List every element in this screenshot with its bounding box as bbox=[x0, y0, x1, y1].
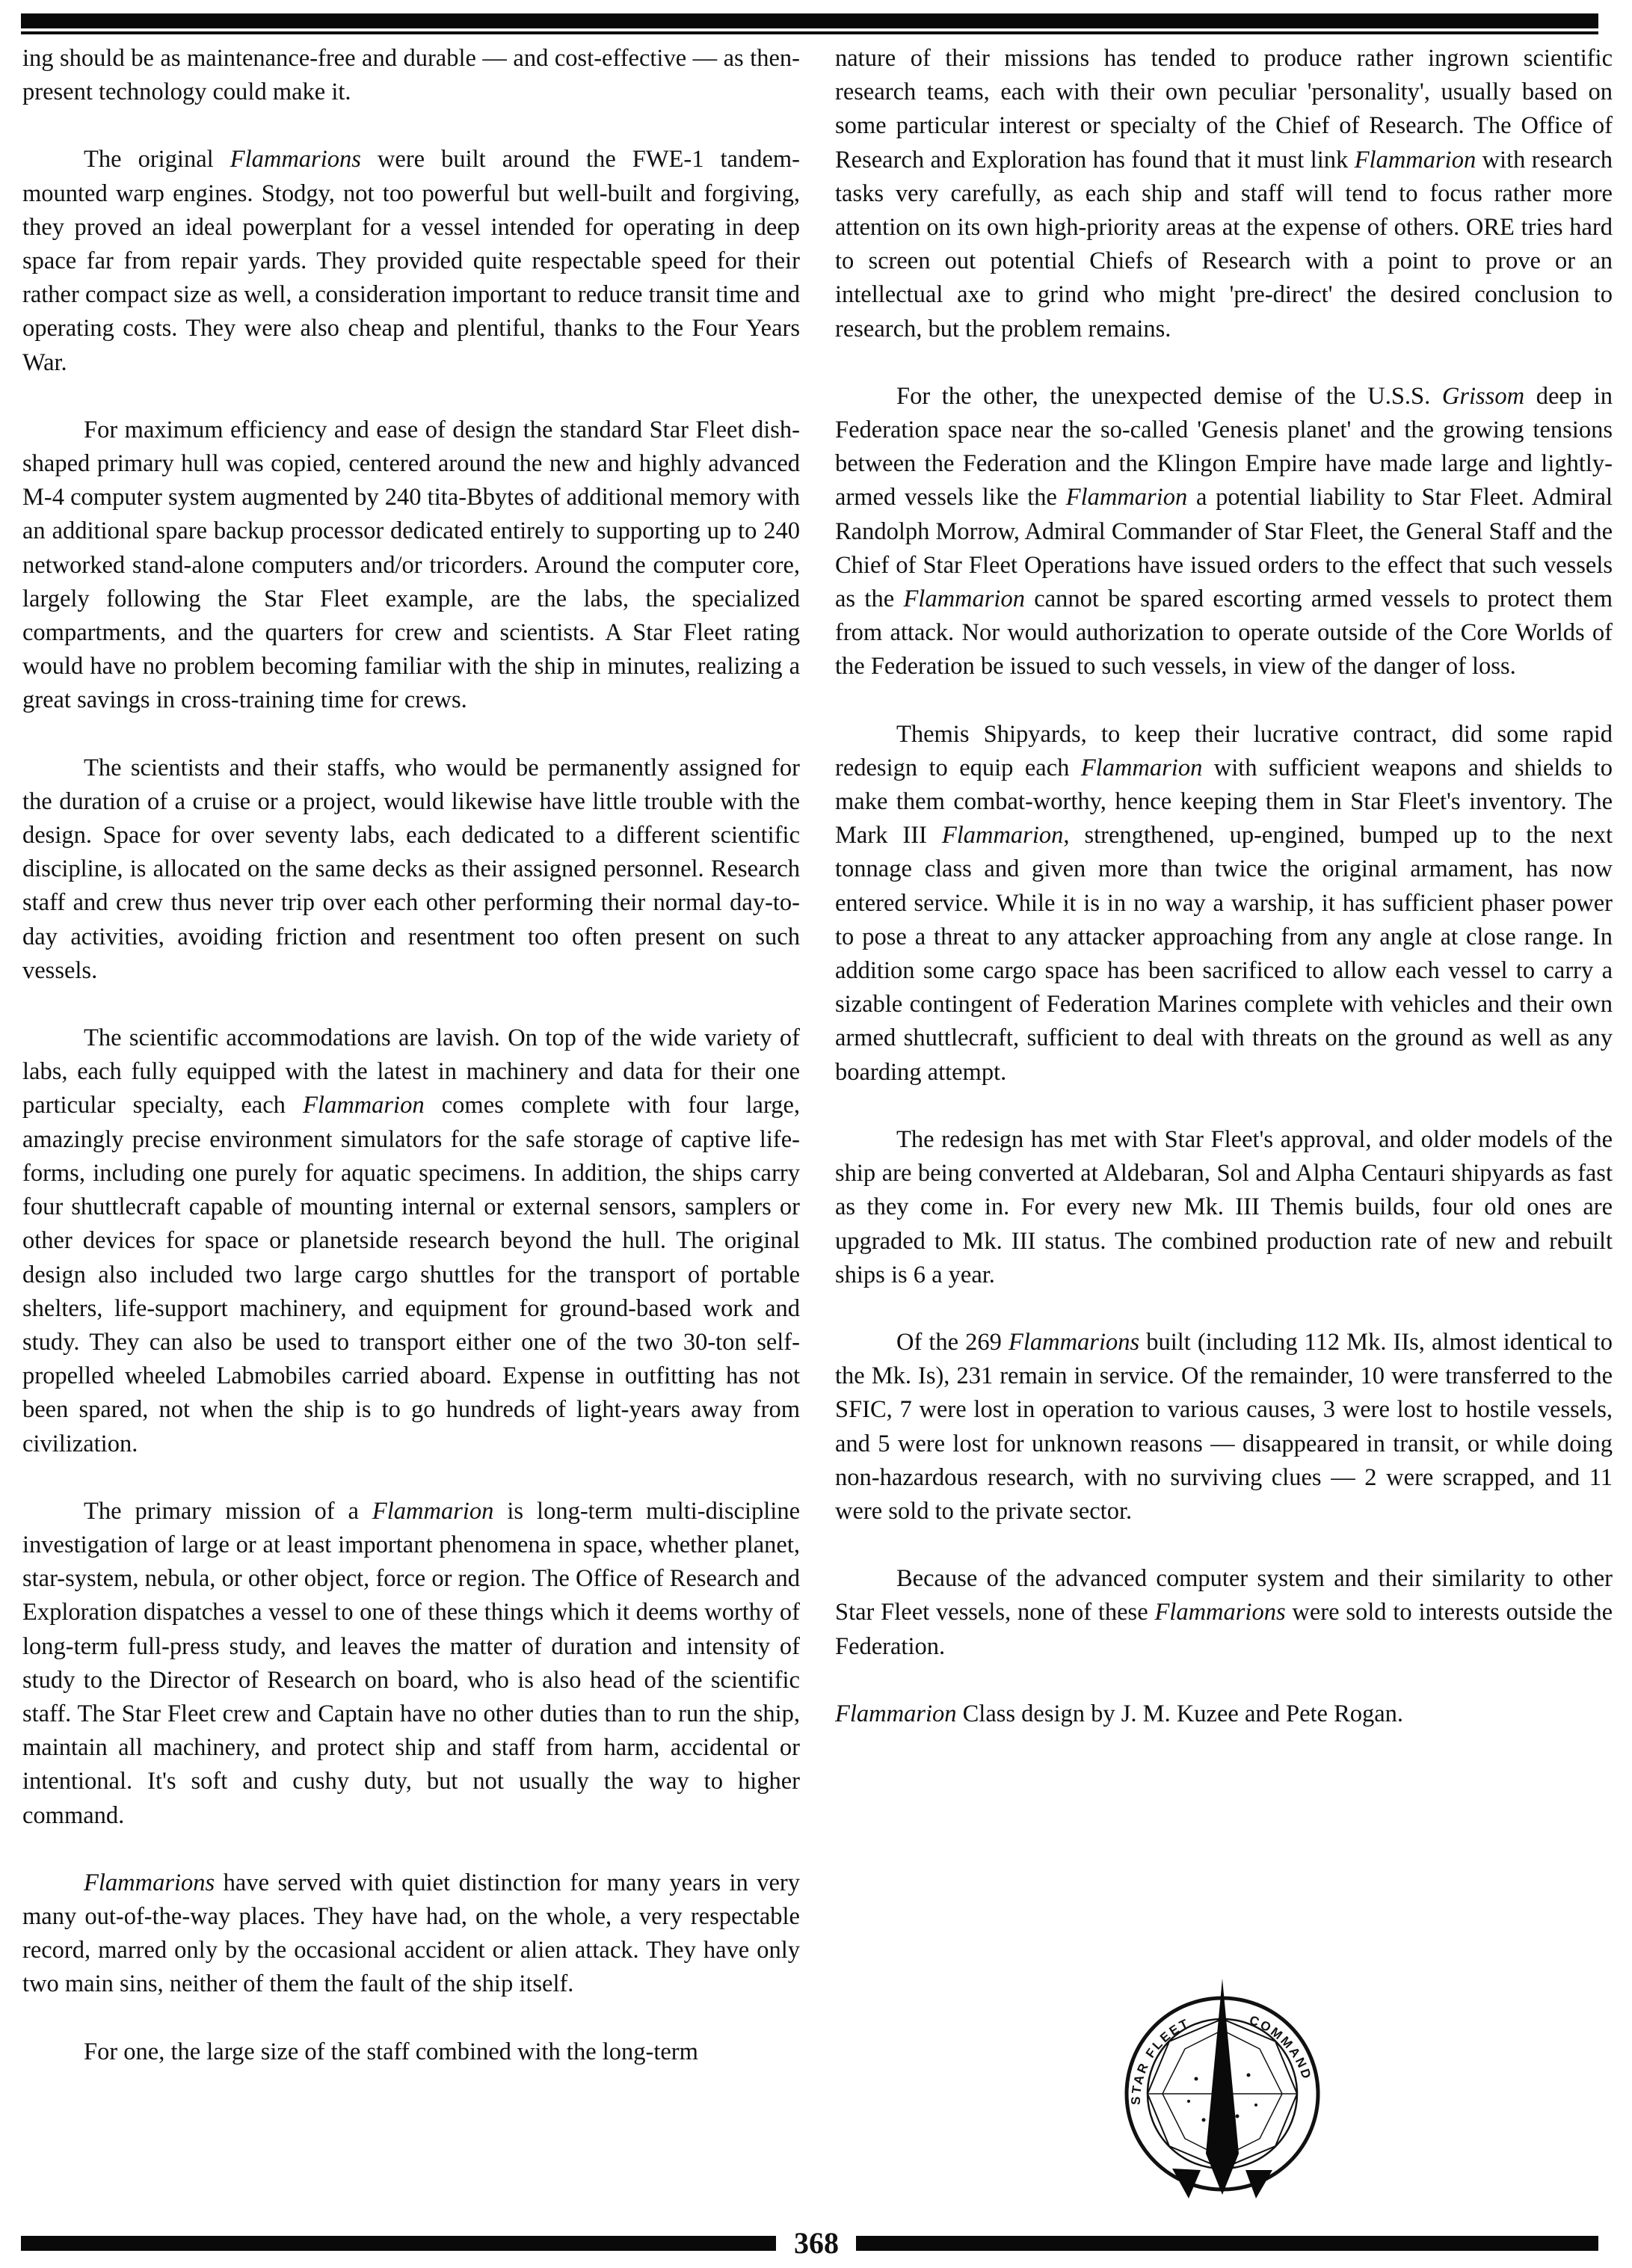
paragraph: The primary mission of a Flammarion is long-term multi-discipline investigation of large or at least important phenomena in space, whether planet, star-system, nebula, or other object, force or region. The Office of Research and Exploration dispatches a vessel to one of these things which it deems worthy of long-term full-press study, and leaves the matter of duration and intensity of study to the Director of Research on board, who is also head of the scientific staff. The Star Fleet crew and Captain have no other duties than to run the ship, maintain all machinery, and protect ship and staff from harm, accidental or intentional. It's soft and cushy duty, but not usually the way to higher command. bbox=[22, 1497, 800, 1829]
paragraph: nature of their missions has tended to produce rather ingrown scientific research teams, each with their own peculiar 'personality', usually based on some particular interest or specialty of the Chief of Research. The Office of Research and Exploration has found that it must link Flammarion with research tasks very carefully, as each ship and staff will tend to focus rather more attention on its own high-priority areas at the expense of others. ORE tries hard to screen out potential Chiefs of Research with a point to prove or an intellectual axe to grind who might 'pre-direct' the desired conclusion to research, but the problem remains. bbox=[835, 45, 1613, 342]
insignia-text-left: STAR FLEET bbox=[1128, 2015, 1192, 2106]
top-rule bbox=[21, 13, 1598, 28]
paragraph: For maximum efficiency and ease of design the standard Star Fleet dish-shaped primary hull was copied, centered around the new and highly advanced M-4 computer system augmented by 240 tita-Bbytes of additional memory with an additional spare backup processor dedicated entirely to supporting up to 240 networked stand-alone computers and/or tricorders. Around the computer core, largely following the Star Fleet example, are the labs, the specialized compartments, and the quarters for crew and scientists. A Star Fleet rating would have no problem becoming familiar with the ship in minutes, realizing a great savings in cross-training time for crews. bbox=[22, 416, 800, 714]
paragraph: The original Flammarions were built around the FWE-1 tandem-mounted warp engines. Stodgy, not too powerful but well-built and forgiving, they proved an ideal powerplant for a vessel intended for operating in deep space far from repair yards. They provided quite respectable speed for their rather compact size as well, a consideration important to reduce transit time and operating costs. They were also cheap and plentiful, thanks to the Four Years War. bbox=[22, 146, 800, 376]
page-number: 368 bbox=[794, 2226, 839, 2260]
paragraph: The scientific accommodations are lavish. On top of the wide variety of labs, each fully equipped with the latest in machinery and data for their one particular specialty, each Flammarion comes complete with four large, amazingly precise environment simulators for the safe storage of captive life-forms, including one purely for aquatic specimens. In addition, the ships carry four shuttlecraft capable of mounting internal or external sensors, samplers or other devices for space or planetside research beyond the hull. The original design also included two large cargo shuttles for the transport of portable shelters, life-support machinery, and equipment for ground-based work and study. They can also be used to transport either one of the two 30-ton self-propelled wheeled Labmobiles carried aboard. Expense in outfitting has not been spared, not when the ship is to go hundreds of light-years away from civilization. bbox=[22, 1024, 800, 1457]
star-fleet-command-insignia-icon bbox=[1106, 1974, 1338, 2221]
paragraph: The redesign has met with Star Fleet's approval, and older models of the ship are being converted at Aldebaran, Sol and Alpha Centauri shipyards as fast as they come in. For every new Mk. III Themis builds, four old ones are upgraded to Mk. III status. The combined production rate of new and rebuilt ships is 6 a year. bbox=[835, 1125, 1613, 1288]
right-column bbox=[835, 42, 1613, 1765]
paragraph: For the other, the unexpected demise of the U.S.S. Grissom deep in Federation space near the so-called 'Genesis planet' and the growing tensions between the Federation and the Klingon Empire have made large and lightly-armed vessels like the Flammarion a potential liability to Star Fleet. Admiral Randolph Morrow, Admiral Commander of Star Fleet, the General Staff and the Chief of Star Fleet Operations have issued orders to the effect that such vessels as the Flammarion cannot be spared escorting armed vessels to protect them from attack. Nor would authorization to operate outside of the Core Worlds of the Federation be issued to such vessels, in view of the danger of loss. bbox=[835, 382, 1613, 680]
paragraph: Themis Shipyards, to keep their lucrative contract, did some rapid redesign to equip each Flammarion with sufficient weapons and shields to make them combat-worthy, hence keeping them in Star Fleet's inventory. The Mark III Flammarion, strengthened, up-engined, bumped up to the next tonnage class and given more than twice the original armament, has now entered service. While it is in no way a warship, it has sufficient phaser power to pose a threat to any attacker approaching from any angle at close range. In addition some cargo space has been sacrificed to allow each vessel to carry a sizable contingent of Federation Marines complete with vehicles and their own armed shuttlecraft, sufficient to deal with threats on the ground as well as any boarding attempt. bbox=[835, 720, 1613, 1086]
paragraph: Flammarions have served with quiet distinction for many years in very many out-of-the-way places. They have had, on the whole, a very respectable record, marred only by the occasional accident or alien attack. They have only two main sins, neither of them the fault of the ship itself. bbox=[22, 1869, 800, 1998]
footer-rule-right bbox=[856, 2236, 1598, 2251]
left-column bbox=[22, 42, 800, 2103]
paragraph: Of the 269 Flammarions built (including 112 Mk. IIs, almost identical to the Mk. Is), 231 remain in service. Of the remainder, 10 were transferred to the SFIC, 7 were lost in operation to various causes, 3 were lost to hostile vessels, and 5 were lost for unknown reasons — disappeared in transit, or while doing non-hazardous research, with no surviving clues — 2 were scrapped, and 11 were sold to the private sector. bbox=[835, 1328, 1613, 1525]
design-credit: Flammarion Class design by J. M. Kuzee and Pete Rogan. bbox=[835, 1700, 1404, 1727]
paragraph: For one, the large size of the staff combined with the long-term bbox=[84, 2038, 698, 2065]
svg-text:STAR FLEET bbox=[1129, 2016, 1192, 2106]
footer-rule-left bbox=[21, 2236, 776, 2251]
paragraph: Because of the advanced computer system and their similarity to other Star Fleet vessels, none of these Flammarions were sold to interests outside the Federation. bbox=[835, 1565, 1613, 1660]
paragraph: ing should be as maintenance-free and durable — and cost-effective — as then-present technology could make it. bbox=[22, 45, 800, 106]
page-footer bbox=[0, 2227, 1632, 2264]
insignia-text-right: COMMAND bbox=[1247, 2012, 1315, 2083]
paragraph: The scientists and their staffs, who would be permanently assigned for the duration of a cruise or a project, would likewise have little trouble with the design. Space for over seventy labs, each dedicated to a different scientific discipline, is allocated on the same decks as their assigned personnel. Research staff and crew thus never trip over each other performing their normal day-to-day activities, avoiding friction and resentment too often present on such vessels. bbox=[22, 754, 800, 984]
top-rule-thin bbox=[21, 31, 1598, 34]
